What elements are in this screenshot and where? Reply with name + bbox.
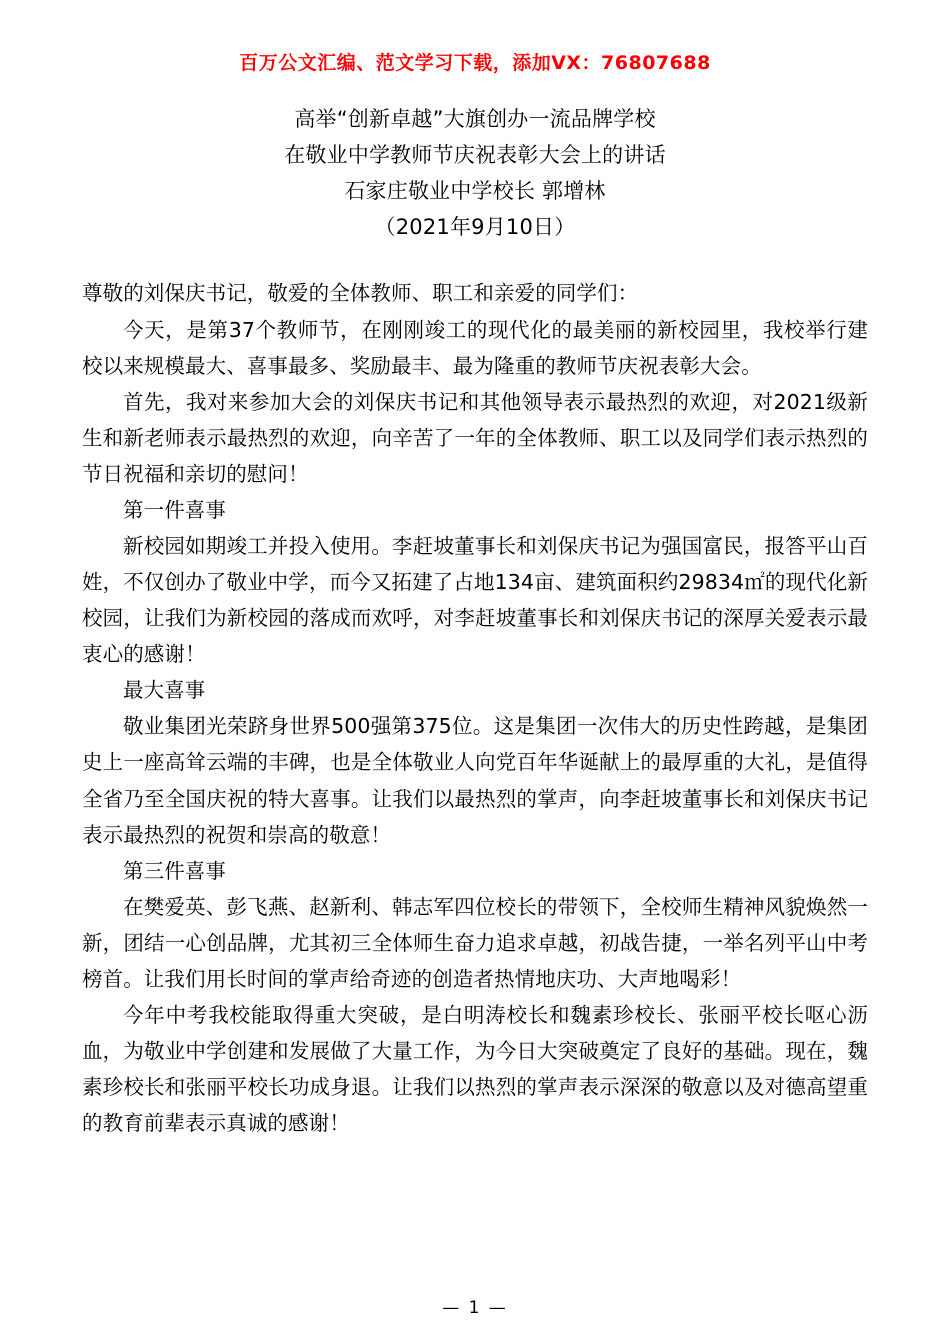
paragraph-heading-first-event: 第一件喜事 xyxy=(123,497,226,522)
promo-watermark: 百万公文汇编、范文学习下载，添加VX：76807688 xyxy=(239,52,711,74)
paragraph-heading-third-event: 第三件喜事 xyxy=(123,858,226,883)
paragraph-heading-biggest-event: 最大喜事 xyxy=(123,678,206,703)
paragraph: 敬业集团光荣跻身世界500强第375位。这是集团一次伟大的历史性跨越，是集团史上一座高耸云端的丰碑，也是全体敬业人向党百年华诞献上的最厚重的大礼，是值得全省乃至全国庆祝的特大喜事。让我们以最热烈的掌声，向李赶坡董事长和刘保庆书记表示最热烈的祝贺和崇高的敬意！ xyxy=(82,714,868,847)
title-line-1: 高举“创新卓越”大旗创办一流品牌学校 xyxy=(294,107,656,131)
title-line-4: （2021年9月10日） xyxy=(374,215,576,240)
document-title xyxy=(82,101,868,245)
title-line-3: 石家庄敬业中学校长 郭增林 xyxy=(344,179,606,204)
paragraph-salutation: 尊敬的刘保庆书记，敬爱的全体教师、职工和亲爱的同学们： xyxy=(82,281,639,306)
paragraph: 在樊爱英、彭飞燕、赵新利、韩志军四位校长的带领下，全校师生精神风貌焕然一新，团结一心创品牌，尤其初三全体师生奋力追求卓越，初战告捷，一举名列平山中考榜首。让我们用长时间的掌声给奇迹的创造者热情地庆功、大声地喝彩！ xyxy=(82,894,868,991)
page-number: — 1 — xyxy=(442,1298,508,1318)
paragraph: 新校园如期竣工并投入使用。李赶坡董事长和刘保庆书记为强国富民，报答平山百姓，不仅创办了敬业中学，而今又拓建了占地134亩、建筑面积约29834㎡的现代化新校园，让我们为新校园的落成而欢呼，对李赶坡董事长和刘保庆书记的深厚关爱表示最衷心的感谢！ xyxy=(82,533,868,667)
title-line-2: 在敬业中学教师节庆祝表彰大会上的讲话 xyxy=(284,143,666,168)
paragraph: 今天，是第37个教师节，在刚刚竣工的现代化的最美丽的新校园里，我校举行建校以来规模最大、喜事最多、奖励最丰、最为隆重的教师节庆祝表彰大会。 xyxy=(82,317,868,378)
paragraph: 今年中考我校能取得重大突破，是白明涛校长和魏素珍校长、张丽平校长呕心沥血，为敬业中学创建和发展做了大量工作，为今日大突破奠定了良好的基础。现在，魏素珍校长和张丽平校长功成身退。让我们以热烈的掌声表示深深的敬意以及对德高望重的教育前辈表示真诚的感谢！ xyxy=(82,1003,868,1136)
document-body xyxy=(82,275,868,1141)
paragraph: 首先，我对来参加大会的刘保庆书记和其他领导表示最热烈的欢迎，对2021级新生和新老师表示最热烈的欢迎，向辛苦了一年的全体教师、职工以及同学们表示热烈的节日祝福和亲切的慰问！ xyxy=(82,389,868,486)
